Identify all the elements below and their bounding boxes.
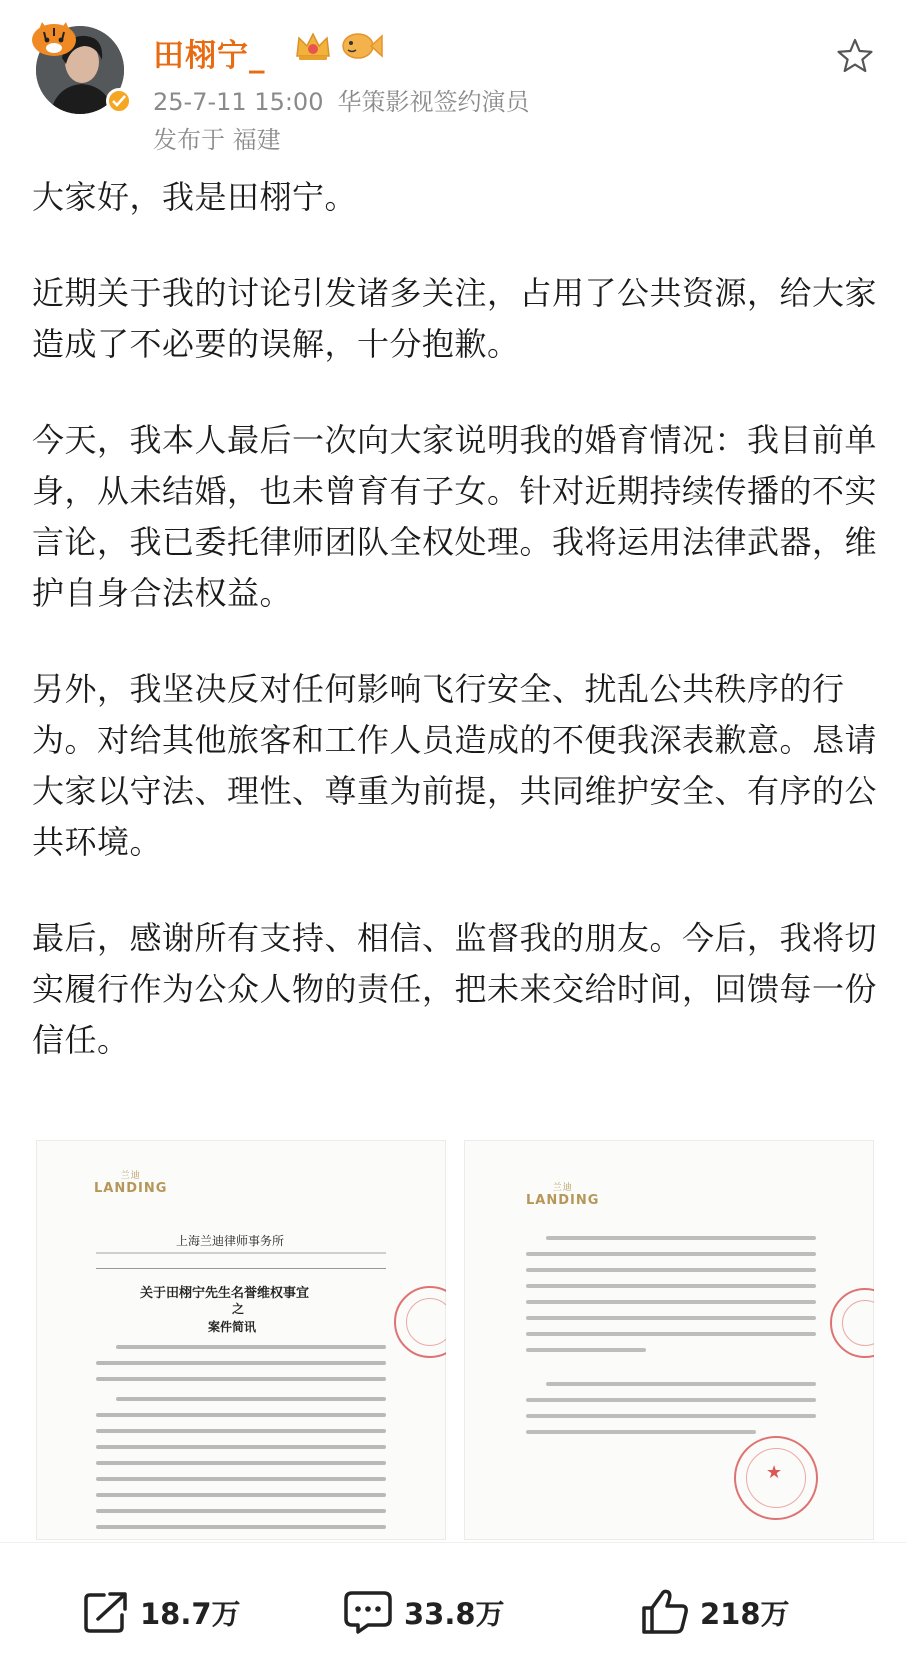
star-outline-icon[interactable] [835,36,875,76]
tiger-icon [28,18,80,58]
verified-badge-icon [106,88,132,114]
post-paragraph: 近期关于我的讨论引发诸多关注，占用了公共资源，给大家造成了不必要的误解，十分抱歉。 [32,274,878,363]
red-seal-icon [394,1286,446,1358]
doc-body-text-lines [526,1382,826,1442]
share-icon [82,1589,130,1635]
doc-firm-name: 上海兰迪律师事务所 [176,1234,285,1248]
comment-button[interactable] [342,1589,505,1635]
law-firm-logo [526,1180,599,1208]
post-timestamp: 25-7-11 15:00 [153,88,324,116]
post-source: 华策影视签约演员 [337,88,530,116]
doc-body-text-lines [526,1236,826,1386]
share-button[interactable] [82,1589,241,1635]
avatar-container[interactable] [28,18,136,118]
like-button[interactable] [640,1589,790,1635]
logo-cn: 兰迪 [120,1171,141,1181]
post-images [36,1140,874,1540]
comment-count: 33.8万 [404,1596,505,1631]
doc-title-sub: 之 [232,1302,245,1316]
doc-header-rule [96,1252,386,1254]
post-meta [153,82,529,117]
logo-cn: 兰迪 [552,1183,573,1193]
post-paragraph: 最后，感谢所有支持、相信、监督我的朋友。今后，我将切实履行作为公众人物的责任，把未来交给时间，回馈每一份信任。 [32,919,878,1059]
seal-star-icon: ★ [766,1462,783,1483]
post-image-right[interactable] [464,1140,874,1540]
comment-icon [342,1589,394,1635]
username[interactable]: 田栩宁_ [153,38,266,74]
post-body [32,172,877,1111]
doc-header-rule [96,1268,386,1269]
fish-badge-icon[interactable] [338,28,384,64]
post-location: 发布于 福建 [153,126,281,154]
share-count: 18.7万 [140,1596,241,1631]
red-seal-icon [830,1288,874,1358]
like-count: 218万 [700,1596,790,1631]
thumbs-up-icon [640,1588,690,1636]
doc-body-text-lines [96,1345,396,1535]
post-paragraph: 大家好，我是田栩宁。 [32,178,358,216]
logo-en: LANDING [94,1181,168,1196]
action-bar [0,1542,906,1677]
doc-title: 关于田栩宁先生名誉维权事宜 [140,1286,310,1301]
crown-badge-icon[interactable] [293,28,333,64]
post-image-left[interactable] [36,1140,446,1540]
post-paragraph: 另外，我坚决反对任何影响飞行安全、扰乱公共秩序的行为。对给其他旅客和工作人员造成的不便我深表歉意。恳请大家以守法、理性、尊重为前提，共同维护安全、有序的公共环境。 [32,670,878,861]
logo-en: LANDING [526,1193,600,1208]
doc-title-sub: 案件简讯 [208,1320,257,1334]
law-firm-logo [94,1168,167,1196]
post-paragraph: 今天，我本人最后一次向大家说明我的婚育情况：我目前单身，从未结婚，也未曾育有子女。针对近期持续传播的不实言论，我已委托律师团队全权处理。我将运用法律武器，维护自身合法权益。 [32,421,878,612]
